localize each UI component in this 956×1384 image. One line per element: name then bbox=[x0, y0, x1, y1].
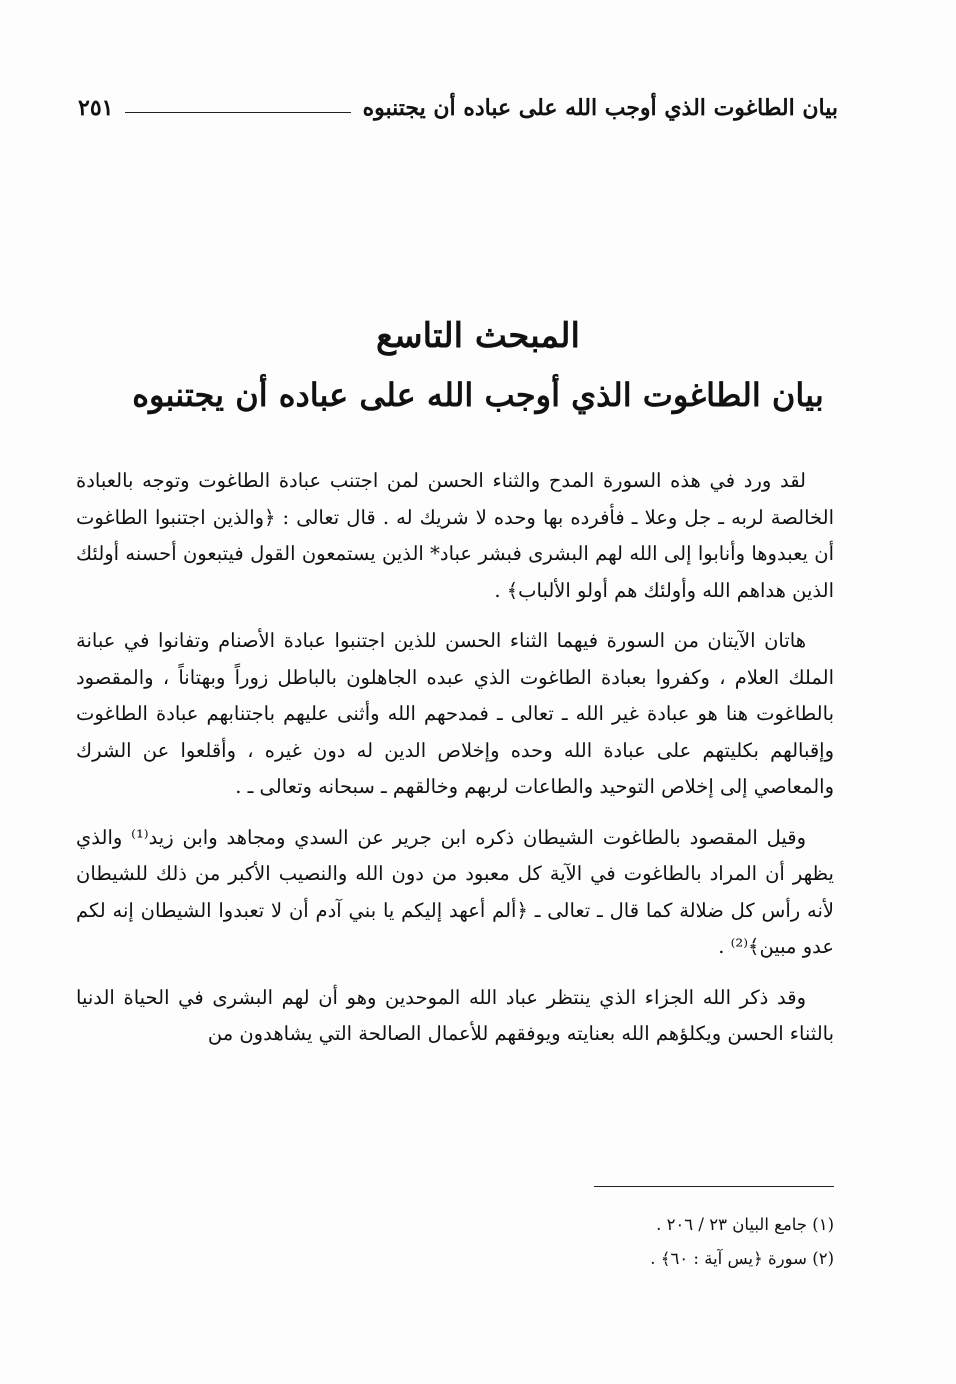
paragraph: لقد ورد في هذه السورة المدح والثناء الحسن لمن اجتنب عبادة الطاغوت وتوجه بالعبادة الخالصة لربه ـ جل وعلا ـ فأفرده بها وحده لا شريك له . قال تعالى : ﴿والذين اجتنبوا الطاغوت أن يعبدوها وأنابوا إلى الله لهم البشرى فبشر عباد* الذين يستمعون القول فيتبعون أحسنه أولئك الذين هداهم الله وأولئك هم أولو الألباب﴾ . bbox=[76, 469, 834, 602]
header-rule bbox=[125, 112, 350, 113]
paragraph: هاتان الآيتان من السورة فيهما الثناء الحسن للذين اجتنبوا عبادة الأصنام وتفانوا في عبانة الملك العلام ، وكفروا بعبادة الطاغوت الذي عبده الجاهلون بالباطل زوراً وبهتاناً ، والمقصود بالطاغوت هنا هو عبادة غير الله ـ تعالى ـ فمدحهم الله وأثنى عليهم باجتنابهم عبادة الطاغوت وإقبالهم بكليتهم على عبادة الله وحده وإخلاص الدين له دون غيره ، وأقلعوا عن الشرك والمعاصي إلى إخلاص التوحيد والطاعات لربهم وخالقهم ـ سبحانه وتعالى ـ . bbox=[76, 629, 834, 798]
running-header-title: بيان الطاغوت الذي أوجب الله على عباده أن يجتنبوه bbox=[362, 95, 838, 121]
footnote: (٢) سورة ﴿يس آية : ٦٠﴾ . bbox=[650, 1249, 834, 1268]
paragraph: وقد ذكر الله الجزاء الذي ينتظر عباد الله الموحدين وهو أن لهم البشرى في الحياة الدنيا بالثناء الحسن ويكلؤهم الله بعنايته ويوفقهم للأعمال الصالحة التي يشاهدون من bbox=[76, 985, 834, 1045]
chapter-heading bbox=[60, 310, 896, 428]
footnote-separator bbox=[594, 1186, 834, 1187]
chapter-title: بيان الطاغوت الذي أوجب الله على عباده أن يجتنبوه bbox=[132, 376, 824, 414]
footnote: (١) جامع البيان ٢٣ / ٢٠٦ . bbox=[656, 1215, 834, 1234]
body-text bbox=[76, 463, 834, 1067]
paragraph: وقيل المقصود بالطاغوت الشيطان ذكره ابن جرير عن السدي ومجاهد وابن زيد⁽¹⁾ والذي يظهر أن المراد بالطاغوت في الآية كل معبود من دون الله والنصيب الأكبر من ذلك للشيطان لأنه رأس كل ضلالة كما قال ـ تعالى ـ ﴿ألم أعهد إليكم يا بني آدم أن لا تعبدوا الشيطان إنه لكم عدو مبين﴾⁽²⁾ . bbox=[76, 825, 834, 958]
chapter-number: المبحث التاسع bbox=[376, 316, 580, 356]
footnotes bbox=[430, 1208, 834, 1276]
running-header bbox=[78, 88, 838, 128]
page-number: ٢٥١ bbox=[78, 95, 114, 121]
